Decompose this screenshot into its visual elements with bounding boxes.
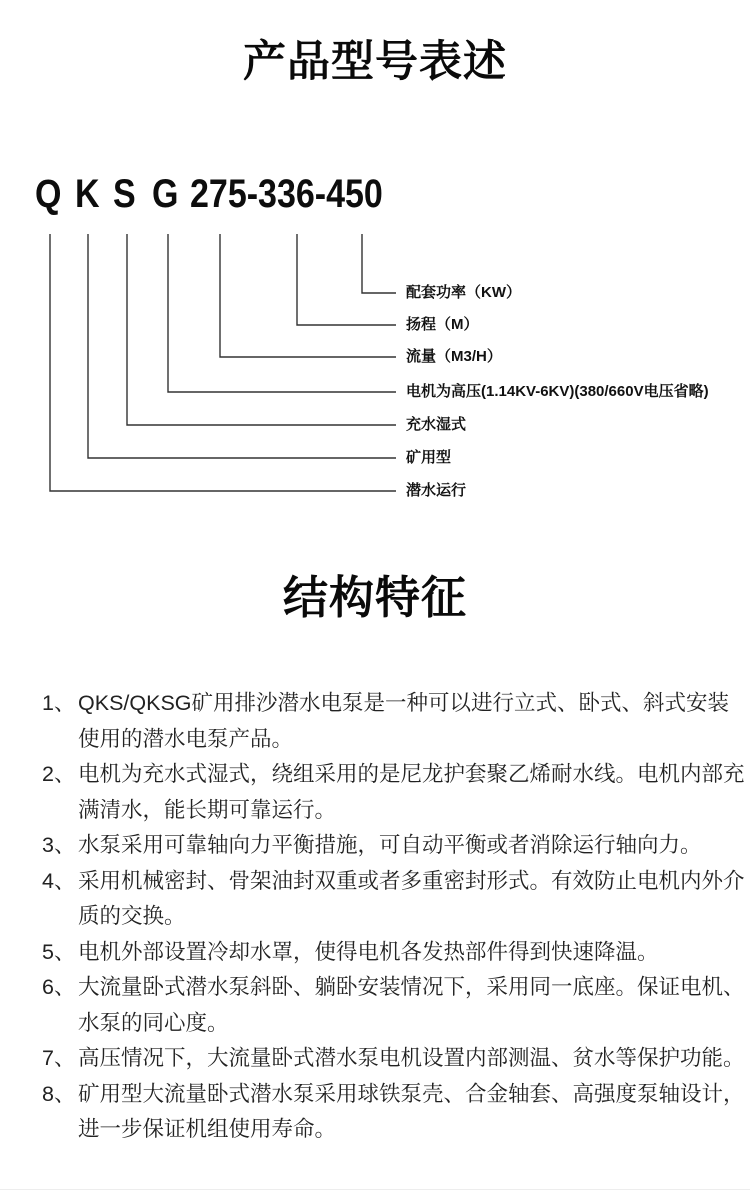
model-section-title: 产品型号表述 — [243, 38, 507, 86]
feature-item — [42, 686, 748, 757]
feature-item-number: 2、 — [42, 762, 76, 786]
feature-item-number: 3、 — [42, 833, 76, 857]
feature-item — [42, 970, 748, 1041]
model-code-label: 电机为高压(1.14KV-6KV)(380/660V电压省略) — [406, 383, 709, 400]
connector-line — [220, 234, 396, 357]
model-code-number: 275-336-450 — [190, 172, 383, 216]
model-code-letter: Q — [35, 172, 62, 216]
feature-list — [42, 686, 748, 1148]
connector-line — [362, 234, 396, 293]
feature-item-number: 6、 — [42, 975, 76, 999]
model-code-label: 扬程（M） — [406, 316, 479, 333]
feature-item-text: 矿用型大流量卧式潜水泵采用球铁泵壳、合金轴套、高强度泵轴设计，进一步保证机组使用寿命。 — [78, 1081, 745, 1141]
feature-item-number: 4、 — [42, 868, 76, 893]
feature-item-number: 7、 — [42, 1046, 76, 1070]
feature-item — [42, 935, 748, 971]
connector-line — [127, 234, 396, 425]
model-code — [0, 170, 750, 218]
connector-line — [88, 234, 396, 458]
feature-item-text: 水泵采用可靠轴向力平衡措施，可自动平衡或者消除运行轴向力。 — [78, 833, 702, 857]
feature-item — [42, 864, 748, 935]
feature-item — [42, 828, 748, 864]
feature-item-text: 采用机械密封、骨架油封双重或者多重密封形式。有效防止电机内外介质的交换。 — [78, 868, 745, 928]
features-section-title: 结构特征 — [282, 572, 467, 623]
feature-item-text: 大流量卧式潜水泵斜卧、躺卧安装情况下，采用同一底座。保证电机、水泵的同心度。 — [78, 975, 745, 1035]
feature-item — [42, 1077, 748, 1148]
connector-line — [50, 234, 396, 491]
model-code-letter: S — [113, 172, 136, 216]
model-code-label: 潜水运行 — [406, 482, 467, 499]
connector-line — [297, 234, 396, 325]
model-code-label: 配套功率（KW） — [406, 284, 521, 301]
model-code-label: 充水湿式 — [406, 416, 467, 433]
feature-item-text: 高压情况下，大流量卧式潜水泵电机设置内部测温、贫水等保护功能。 — [78, 1046, 745, 1070]
feature-item — [42, 757, 748, 828]
feature-item-text: 电机外部设置冷却水罩，使得电机各发热部件得到快速降温。 — [78, 939, 659, 964]
feature-item — [42, 1041, 748, 1077]
feature-item-number: 5、 — [42, 939, 76, 964]
bottom-divider — [0, 1189, 750, 1190]
model-code-letter: G — [152, 172, 179, 216]
feature-item-number: 8、 — [42, 1081, 76, 1106]
model-code-letter: K — [75, 172, 100, 216]
model-code-label: 矿用型 — [406, 449, 452, 466]
feature-item-text: 电机为充水式湿式，绕组采用的是尼龙护套聚乙烯耐水线。电机内部充满清水，能长期可靠运行。 — [78, 762, 745, 822]
feature-item-text: QKS/QKSG矿用排沙潜水电泵是一种可以进行立式、卧式、斜式安装使用的潜水电泵产品。 — [78, 691, 730, 751]
connector-line — [168, 234, 396, 392]
feature-item-number: 1、 — [42, 691, 76, 715]
model-code-label: 流量（M3/H） — [406, 348, 502, 365]
